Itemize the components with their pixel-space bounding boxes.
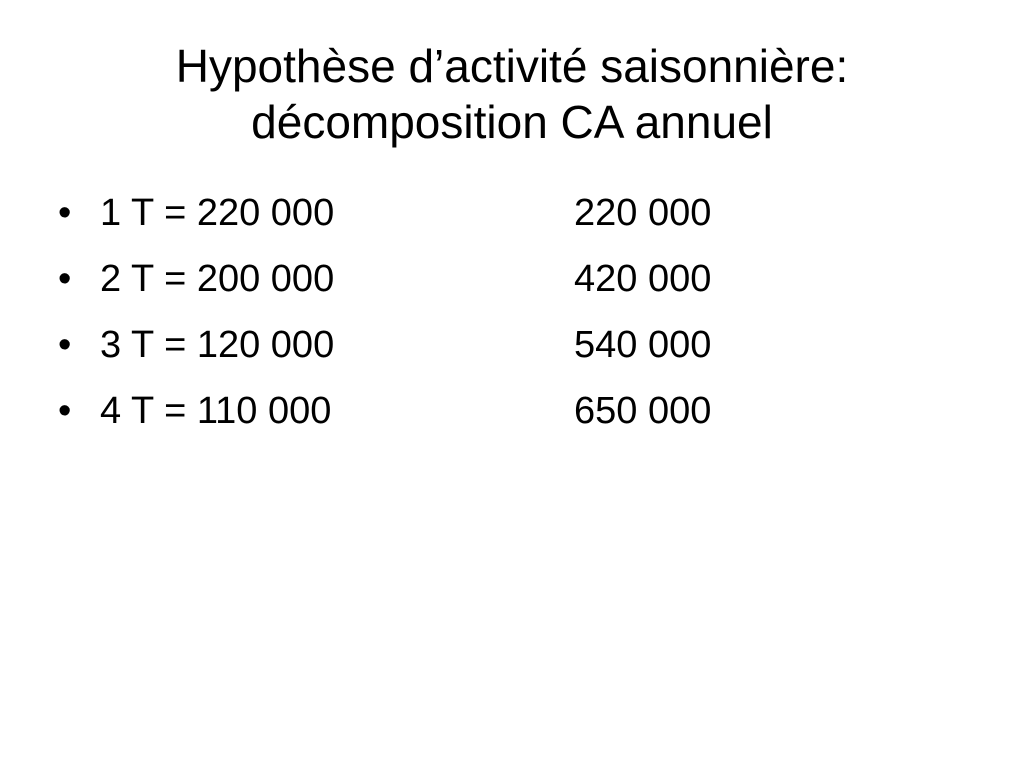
- slide-title-line-1: Hypothèse d’activité saisonnière:: [175, 40, 849, 92]
- bullet-list: [58, 188, 958, 452]
- quarter-revenue-label: 3 T = 120 000: [100, 324, 335, 366]
- quarter-revenue-label: 1 T = 220 000: [100, 192, 335, 234]
- bullet-icon: •: [58, 390, 72, 432]
- cumulative-revenue-value: 220 000: [574, 192, 712, 234]
- quarter-revenue-label: 4 T = 110 000: [100, 390, 332, 432]
- list-item: [58, 386, 958, 452]
- cumulative-revenue-value: 540 000: [574, 324, 712, 366]
- quarter-revenue-label: 2 T = 200 000: [100, 258, 335, 300]
- bullet-icon: •: [58, 192, 72, 234]
- bullet-icon: •: [58, 258, 72, 300]
- bullet-icon: •: [58, 324, 72, 366]
- slide-title-line-2: décomposition CA annuel: [251, 96, 773, 148]
- cumulative-revenue-value: 650 000: [574, 390, 712, 432]
- list-item: [58, 188, 958, 254]
- cumulative-revenue-value: 420 000: [574, 258, 712, 300]
- list-item: [58, 254, 958, 320]
- slide-title: [40, 38, 984, 150]
- list-item: [58, 320, 958, 386]
